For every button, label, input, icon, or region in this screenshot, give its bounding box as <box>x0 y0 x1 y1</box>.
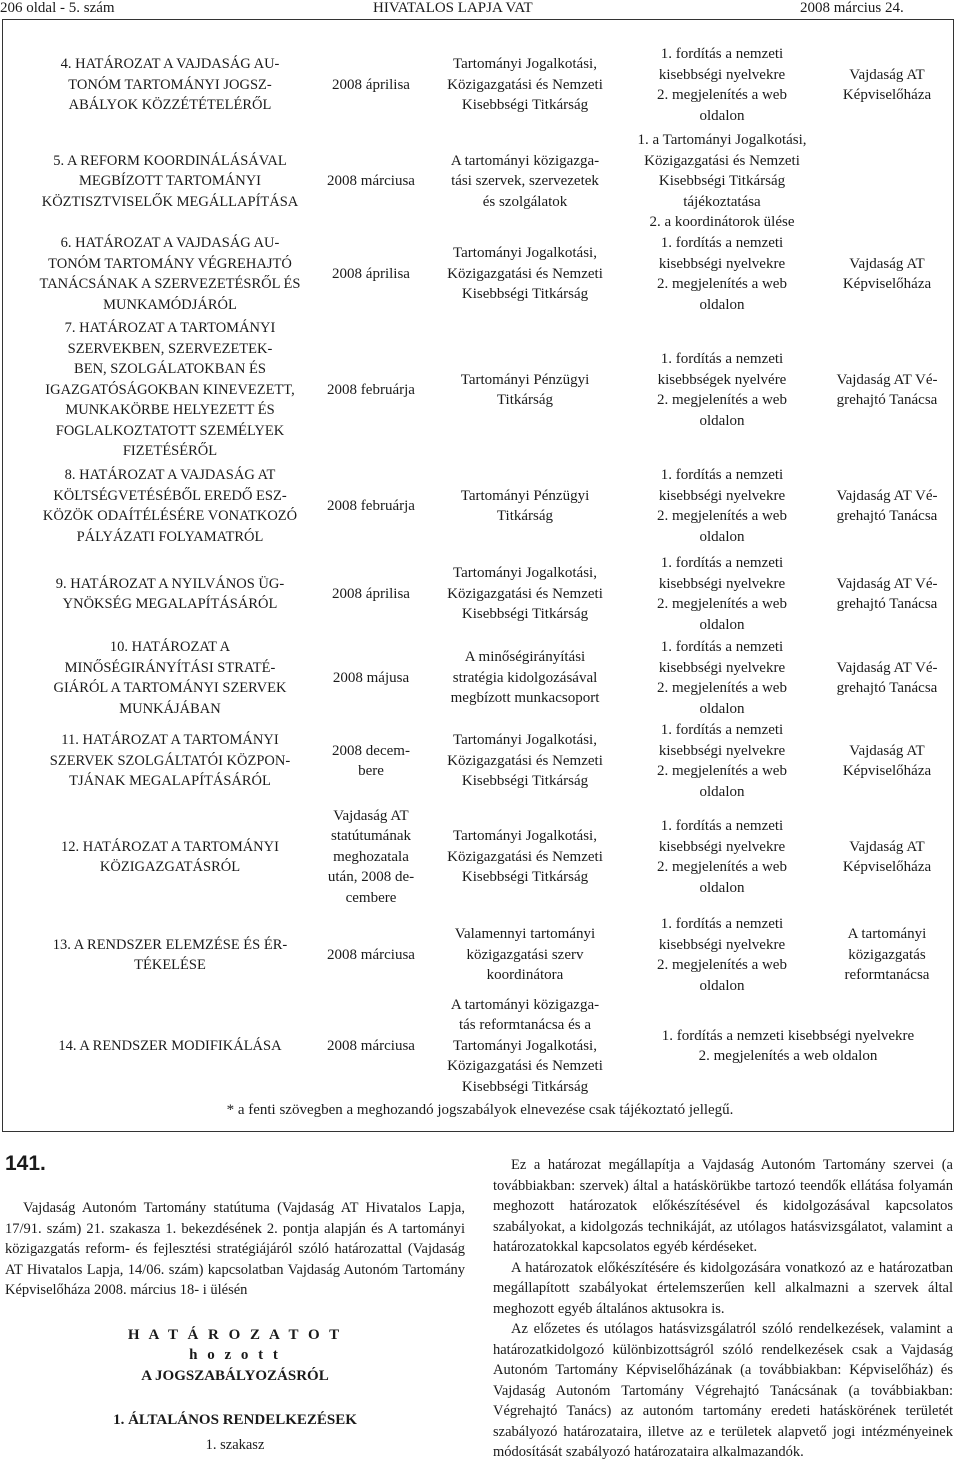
row-adopter: Vajdaság AT Vé- grehajtó Tanácsa <box>836 575 938 612</box>
row-title: 14. A RENDSZER MODIFIKÁLÁSA <box>58 1037 282 1054</box>
row-title: 11. HATÁROZAT A TARTOMÁNYI SZERVEK SZOLGÁLTATÓI KÖZPON- TJÁNAK MEGALAPÍTÁSÁRÓL <box>49 732 291 790</box>
row-adopter: Vajdaság AT Képviselőháza <box>842 255 932 292</box>
row-responsible: Valamennyi tartományi közigazgatási szerv koordinátora <box>454 926 596 984</box>
row-title: 10. HATÁROZAT A MINŐSÉGIRÁNYÍTÁSI STRATÉ- GIÁRÓL A TARTOMÁNYI SZERVEK MUNKÁJÁBAN <box>53 639 287 717</box>
row-deadline: Vajdaság AT statútumának meghozatala után, 2008 de- cembere <box>327 807 415 906</box>
row-adopter: Vajdaság AT Képviselőháza <box>842 66 932 103</box>
row-responsible: A tartományi közigazga- tás reformtanácsa és a Tartományi Jogalkotási, Közigazgatási és Nemzeti Kisebbségi Titkárság <box>447 996 603 1095</box>
paragraph-3: Az előzetes és utólagos hatásvizsgálatról szóló rendelkezések, valamint a határozatkidolgozó különbizottságról szóló rendelkezések csak a Vajdaság Autonóm Tartomány Képviselőházának (a továbbiakban: Képviselőház) és Vajdaság Autonóm Tartomány Végrehajtó Tanácsának (a továbbiakban: Végrehajtó Tanács) az autonóm tartomány eredeti hatáskörének területét szabályozó határozataira, illetve az e területek alapvető jogi intézményeinek módosítását szabályozó határozataira alkalmazandók. <box>493 1321 953 1460</box>
row-deadline: 2008 márciusa <box>327 1037 415 1054</box>
row-deadline: 2008 decem- bere <box>332 742 410 779</box>
table-row <box>2 722 954 800</box>
row-responsible: Tartományi Jogalkotási, Közigazgatási és Nemzeti Kisebbségi Titkárság <box>447 565 603 623</box>
left-column <box>5 1198 465 1455</box>
row-method: 1. fordítás a nemzeti kisebbségi nyelvekre 2. megjelenítés a web oldalon <box>657 46 787 124</box>
preamble: Vajdaság Autonóm Tartomány statútuma (Vajdaság AT Hivatalos Lapja, 17/91. szám) 21. szakasza 1. bekezdésének 2. pontja alapján és A tartományi közigazgatás reform- és fejlesztési stratégiájáról szóló határozattal (Vajdaság AT Hivatalos Lapja, 14/06. szám) kapcsolatban Vajdaság Autonóm Tartomány Képviselőháza 2008. március 18- i ülésén <box>5 1200 465 1298</box>
table-row <box>2 133 954 230</box>
row-deadline: 2008 májusa <box>332 669 410 686</box>
row-method: 1. fordítás a nemzeti kisebbségi nyelvekre 2. megjelenítés a web oldalon <box>657 467 787 545</box>
row-responsible: Tartományi Pénzügyi Titkárság <box>460 487 590 524</box>
right-column <box>493 1155 953 1463</box>
row-method: 1. a Tartományi Jogalkotási, Közigazgatási és Nemzeti Kisebbségi Titkárság tájékoztatása 2. a koordinátorok ülése <box>637 132 807 231</box>
row-deadline: 2008 áprilisa <box>332 585 410 602</box>
row-method: 1. fordítás a nemzeti kisebbségi nyelvekre 2. megjelenítés a web oldalon <box>657 818 787 896</box>
row-deadline: 2008 februárja <box>327 497 415 514</box>
row-responsible: Tartományi Pénzügyi Titkárság <box>460 371 590 408</box>
row-method: 1. fordítás a nemzeti kisebbségi nyelvekre 2. megjelenítés a web oldalon <box>657 235 787 313</box>
table-row <box>2 636 954 720</box>
section-heading: 1. ÁLTALÁNOS RENDELKEZÉSEK <box>113 1412 357 1428</box>
row-responsible: Tartományi Jogalkotási, Közigazgatási és Nemzeti Kisebbségi Titkárság <box>447 828 603 886</box>
row-title: 4. HATÁROZAT A VAJDASÁG AU- TONÓM TARTOMÁNYI JOGSZ- ABÁLYOK KÖZZÉTÉTELÉRŐL <box>60 56 280 114</box>
paragraph-1: Ez a határozat megállapítja a Vajdaság Autonóm Tartomány szervei (a továbbiakban: szervek) által a hatáskörükbe tartozó teendők ellátása folyamán meghozott határozatok előkészítésével és kidolgozásával kapcsolatos szabályokat, a kidolgozás technikáját, az utólagos hatásvizsgálatot, valamint a határozatokkal kapcsolatos egyéb kérdéseket. <box>493 1157 953 1255</box>
row-deadline: 2008 márciusa <box>327 173 415 190</box>
paragraph-2: A határozatok előkészítésére és kidolgozására vonatkozó az e határozatban megállapított szabályokat értelemszerűen kell alkalmazni a szervek által meghozott egyéb általános aktusokra is. <box>493 1259 953 1317</box>
article-heading: 1. szakasz <box>205 1436 265 1453</box>
table-row <box>2 42 954 128</box>
row-method: 1. fordítás a nemzeti kisebbségi nyelvekre 2. megjelenítés a web oldalon <box>657 639 787 717</box>
row-deadline: 2008 februárja <box>327 381 415 398</box>
page-number: 206 oldal - 5. szám <box>0 0 115 16</box>
row-adopter: Vajdaság AT Képviselőháza <box>842 742 932 779</box>
row-title: 9. HATÁROZAT A NYILVÁNOS ÜG- YNÖKSÉG MEGALAPÍTÁSÁRÓL <box>55 575 285 612</box>
row-deadline: 2008 áprilisa <box>332 76 410 93</box>
decision-heading: H A T Á R O Z A T O T <box>127 1326 343 1343</box>
table-row <box>2 462 954 550</box>
row-adopter: Vajdaság AT Vé- grehajtó Tanácsa <box>836 487 938 524</box>
row-method: 1. fordítás a nemzeti kisebbségi nyelvekre 2. megjelenítés a web oldalon <box>661 1027 915 1064</box>
table-row <box>2 914 954 996</box>
decision-subheading: h o z o t t <box>189 1347 281 1363</box>
row-title: 13. A RENDSZER ELEMZÉSE ÉS ÉR- TÉKELÉSE <box>52 936 288 973</box>
decision-title: A JOGSZABÁLYOZÁSRÓL <box>141 1367 329 1384</box>
row-deadline: 2008 áprilisa <box>332 265 410 282</box>
table-footnote: * a fenti szövegben a meghozandó jogszabályok elnevezése csak tájékoztató jellegű. <box>226 1102 734 1118</box>
row-method: 1. fordítás a nemzeti kisebbségi nyelvekre 2. megjelenítés a web oldalon <box>657 916 787 994</box>
row-title: 5. A REFORM KOORDINÁLÁSÁVAL MEGBÍZOTT TARTOMÁNYI KÖZTISZTVISELŐK MEGÁLLAPÍTÁSA <box>41 152 299 210</box>
table-row <box>2 998 954 1094</box>
row-adopter <box>820 133 954 230</box>
journal-title: HIVATALOS LAPJA VAT <box>373 0 533 16</box>
row-title: 6. HATÁROZAT A VAJDASÁG AU- TONÓM TARTOMÁNY VÉGREHAJTÓ TANÁCSÁNAK A SZERVEZETÉSRŐL ÉS MUNKAMÓDJÁRÓL <box>39 235 301 313</box>
row-deadline: 2008 márciusa <box>327 946 415 963</box>
row-responsible: Tartományi Jogalkotási, Közigazgatási és Nemzeti Kisebbségi Titkárság <box>447 245 603 303</box>
row-adopter: Vajdaság AT Vé- grehajtó Tanácsa <box>836 659 938 696</box>
row-responsible: Tartományi Jogalkotási, Közigazgatási és Nemzeti Kisebbségi Titkárság <box>447 56 603 114</box>
issue-date: 2008 március 24. <box>800 0 904 16</box>
row-title: 7. HATÁROZAT A TARTOMÁNYI SZERVEKBEN, SZERVEZETEK- BEN, SZOLGÁLATOKBAN ÉS IGAZGATÓSÁGOKBAN KINEVEZETT, MUNKAKÖRBE HELYEZETT ÉS FOGLALKOZTATOTT SZEMÉLYEK FIZETÉSÉRŐL <box>45 320 295 460</box>
row-adopter: A tartományi közigazgatás reformtanácsa <box>844 926 930 984</box>
table-row <box>2 802 954 912</box>
table-row <box>2 320 954 460</box>
decision-number: 141. <box>5 1152 46 1175</box>
row-responsible: A tartományi közigazga- tási szervek, szervezetek és szolgálatok <box>450 152 600 210</box>
row-adopter: Vajdaság AT Képviselőháza <box>842 838 932 875</box>
row-method: 1. fordítás a nemzeti kisebbségek nyelvére 2. megjelenítés a web oldalon <box>657 351 787 429</box>
row-method: 1. fordítás a nemzeti kisebbségi nyelvekre 2. megjelenítés a web oldalon <box>657 555 787 633</box>
row-title: 8. HATÁROZAT A VAJDASÁG AT KÖLTSÉGVETÉSÉBŐL EREDŐ ESZ- KÖZÖK ODAÍTÉLÉSÉRE VONATKOZÓ PÁLYÁZATI FOLYAMATRÓL <box>42 467 298 545</box>
row-responsible: Tartományi Jogalkotási, Közigazgatási és Nemzeti Kisebbségi Titkárság <box>447 732 603 790</box>
row-method: 1. fordítás a nemzeti kisebbségi nyelvekre 2. megjelenítés a web oldalon <box>657 722 787 800</box>
row-adopter: Vajdaság AT Vé- grehajtó Tanácsa <box>836 371 938 408</box>
row-responsible: A minőségirányítási stratégia kidolgozásával megbízott munkacsoport <box>450 649 600 707</box>
row-title: 12. HATÁROZAT A TARTOMÁNYI KÖZIGAZGATÁSRÓL <box>61 838 279 875</box>
table-row <box>2 554 954 634</box>
table-row <box>2 232 954 316</box>
